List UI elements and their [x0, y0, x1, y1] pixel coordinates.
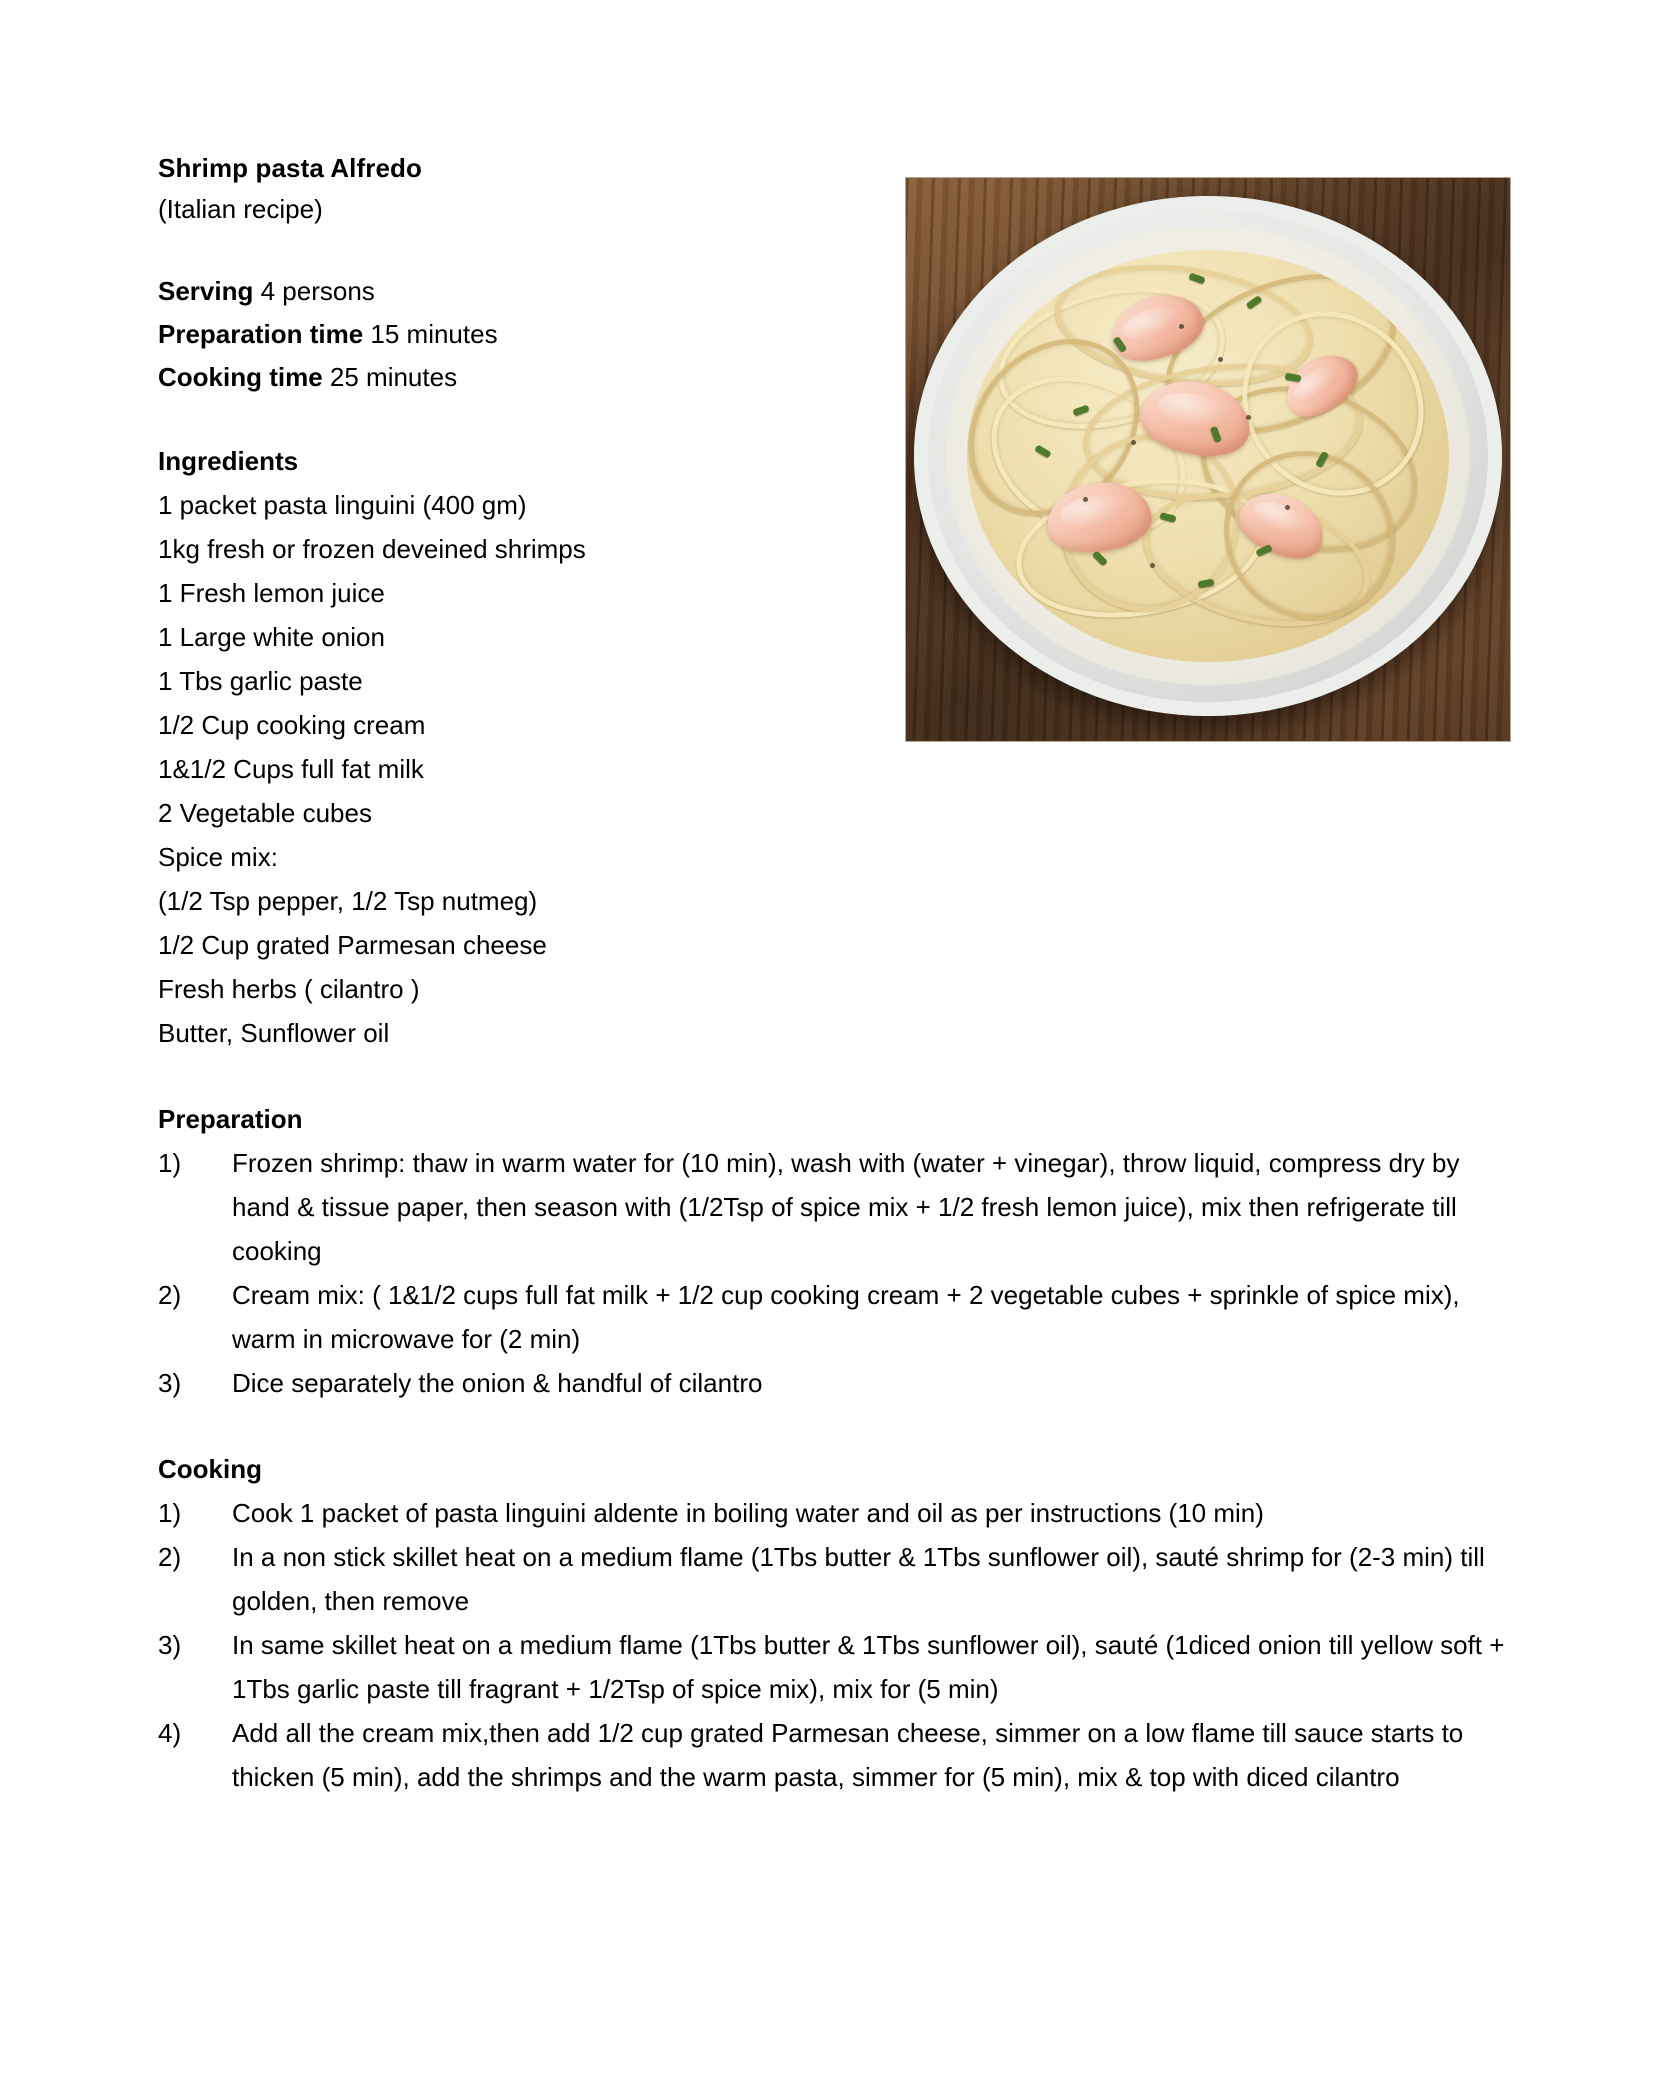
ingredients-heading: Ingredients	[158, 446, 299, 476]
list-item-text: Frozen shrimp: thaw in warm water for (10 min), wash with (water + vinegar), throw liquid, compress dry by hand & tissue paper, then season with (1/2Tsp of spice mix + 1/2 fresh lemon juice), mix then refrigerate till cooking	[232, 1148, 1460, 1266]
meta-preparation-time-value: 15 minutes	[363, 319, 498, 349]
list-item-text: In same skillet heat on a medium flame (1Tbs butter & 1Tbs sunflower oil), sauté (1diced onion till yellow soft + 1Tbs garlic paste till fragrant + 1/2Tsp of spice mix), mix for (5 min)	[232, 1630, 1505, 1704]
meta-serving-value: 4 persons	[253, 276, 375, 306]
header-and-photo-row	[158, 148, 1518, 1055]
page-subtitle: (Italian recipe)	[158, 194, 323, 224]
list-item-number: 1)	[158, 1148, 182, 1178]
spacer	[158, 230, 898, 270]
pasta-mound	[967, 250, 1448, 662]
cooking-steps-list	[158, 1491, 1518, 1799]
list-item-text: In a non stick skillet heat on a medium flame (1Tbs butter & 1Tbs sunflower oil), sauté shrimp for (2-3 min) till golden, then remove	[232, 1542, 1485, 1616]
list-item	[158, 1711, 1518, 1799]
ingredient-item: 1 Large white onion	[158, 622, 385, 652]
ingredient-item: 1 Tbs garlic paste	[158, 666, 363, 696]
meta-cooking-time	[158, 356, 898, 399]
meta-serving-label: Serving	[158, 276, 254, 306]
preparation-steps-list	[158, 1141, 1518, 1405]
list-item-text: Add all the cream mix,then add 1/2 cup grated Parmesan cheese, simmer on a low flame till sauce starts to thicken (5 min), add the shrimps and the warm pasta, simmer for (5 min), mix & top with diced cilantro	[232, 1718, 1464, 1792]
list-item-text: Dice separately the onion & handful of cilantro	[232, 1368, 763, 1398]
plate-inner	[946, 227, 1469, 685]
ingredient-item: 1/2 Cup grated Parmesan cheese	[158, 930, 547, 960]
shrimp-alfredo-photo	[906, 178, 1510, 741]
ingredient-item: Fresh herbs ( cilantro )	[158, 974, 420, 1004]
list-item-number: 4)	[158, 1718, 182, 1748]
plate	[914, 196, 1502, 716]
list-item-number: 3)	[158, 1368, 182, 1398]
list-item-number: 1)	[158, 1498, 182, 1528]
list-item	[158, 1361, 1518, 1405]
page-title: Shrimp pasta Alfredo	[158, 153, 422, 183]
meta-cooking-time-value: 25 minutes	[322, 362, 458, 392]
list-item-text: Cream mix: ( 1&1/2 cups full fat milk + 1/2 cup cooking cream + 2 vegetable cubes + sprinkle of spice mix), warm in microwave for (2 min)	[232, 1280, 1460, 1354]
ingredient-item: 1/2 Cup cooking cream	[158, 710, 426, 740]
ingredient-item: 1 Fresh lemon juice	[158, 578, 385, 608]
list-item	[158, 1623, 1518, 1711]
list-item-text: Cook 1 packet of pasta linguini aldente in boiling water and oil as per instructions (10 min)	[232, 1498, 1264, 1528]
ingredient-item: 1 packet pasta linguini (400 gm)	[158, 490, 527, 520]
ingredient-item: 1&1/2 Cups full fat milk	[158, 754, 424, 784]
ingredient-item: 2 Vegetable cubes	[158, 798, 372, 828]
cooking-heading: Cooking	[158, 1454, 262, 1484]
ingredient-item: 1kg fresh or frozen deveined shrimps	[158, 534, 586, 564]
meta-serving	[158, 270, 898, 313]
recipe-content	[158, 148, 1518, 1799]
list-item	[158, 1273, 1518, 1361]
spacer	[158, 399, 898, 439]
ingredient-item: (1/2 Tsp pepper, 1/2 Tsp nutmeg)	[158, 886, 538, 916]
meta-preparation-time	[158, 313, 898, 356]
list-item-number: 3)	[158, 1630, 182, 1660]
list-item-number: 2)	[158, 1280, 182, 1310]
list-item-number: 2)	[158, 1542, 182, 1572]
meta-preparation-time-label: Preparation time	[158, 319, 364, 349]
preparation-heading: Preparation	[158, 1104, 303, 1134]
ingredient-item: Butter, Sunflower oil	[158, 1018, 390, 1048]
spacer	[158, 1405, 1518, 1447]
list-item	[158, 1491, 1518, 1535]
list-item	[158, 1141, 1518, 1273]
meta-cooking-time-label: Cooking time	[158, 362, 323, 392]
recipe-text-column	[158, 148, 898, 1055]
ingredient-item: Spice mix:	[158, 842, 278, 872]
list-item	[158, 1535, 1518, 1623]
spacer	[158, 1055, 1518, 1097]
